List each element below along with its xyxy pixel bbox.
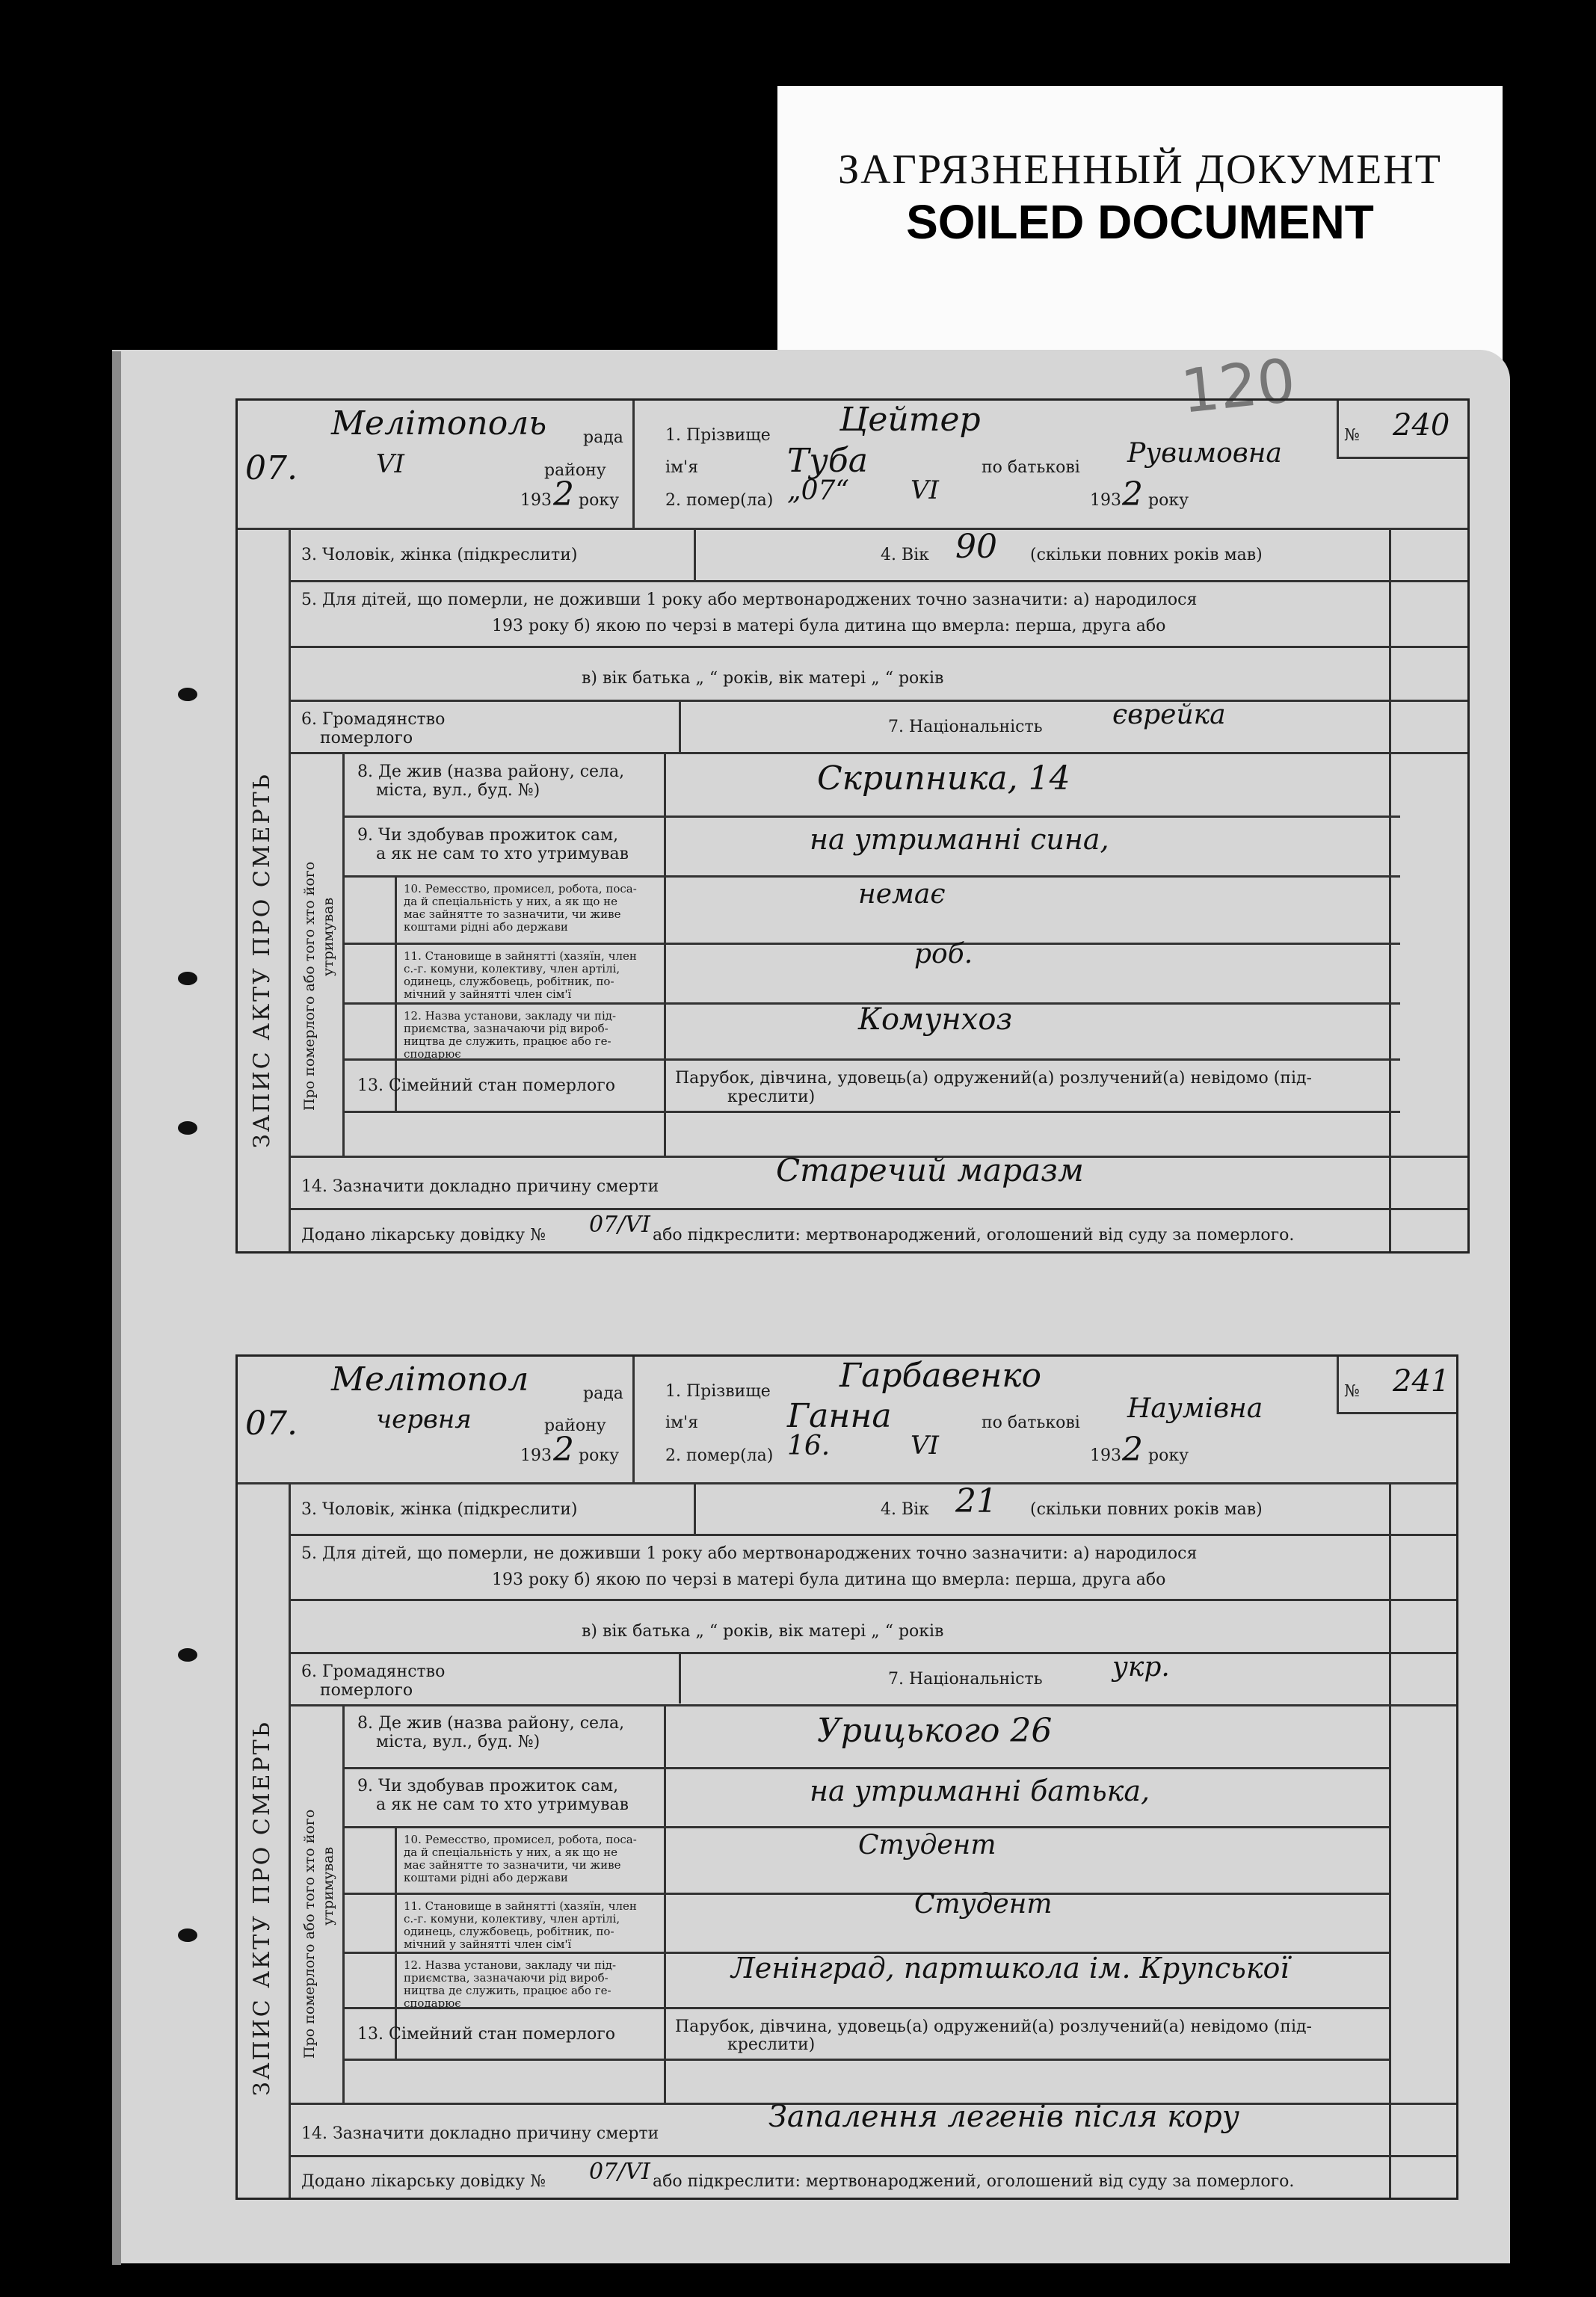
gender-label: 3. Чоловік, жінка (підкреслити) (301, 546, 578, 564)
rule-line (289, 2155, 1456, 2157)
status-label: 11. Становище в зайнятті (хазяїн, член (404, 949, 637, 963)
workplace-label: 12. Назва установи, закладу чи під- (404, 1958, 617, 1972)
rule-line (1337, 1412, 1456, 1414)
rule-line (1389, 1482, 1391, 2198)
certificate-label: Додано лікарську довідку № (301, 2172, 546, 2191)
rule-line (694, 528, 696, 580)
certificate-hint: або підкреслити: мертвонароджений, оголошений від суду за померлого. (653, 1226, 1295, 1245)
rule-line (289, 528, 291, 1251)
family-status-options-b: креслити) (727, 1088, 816, 1106)
support-label-b: а як не сам то хто утримував (376, 1795, 629, 1814)
record-vertical-title: ЗАПИС АКТУ ПРО СМЕРТЬ (249, 1720, 275, 2096)
gender-label: 3. Чоловік, жінка (підкреслити) (301, 1500, 578, 1519)
cause-value: Старечий маразм (776, 1152, 1084, 1188)
rada-label: рада (583, 1384, 623, 1403)
record-vertical-subtitle: Про померлого або того хто його (301, 861, 318, 1111)
roku-label: року (579, 1446, 620, 1465)
death-record-2 (235, 1354, 1458, 2200)
workplace-label: ництва де служить, працює або ге- (404, 1984, 611, 1997)
status-label: мічний у зайнятті член сім'ї (404, 1937, 572, 1951)
children-label-b: 193 року б) якою по черзі в матері була дитина що вмерла: перша, друга або (492, 1570, 1166, 1589)
label-english: SOILED DOCUMENT (906, 195, 1374, 249)
occupation-label: 10. Ремесство, промисел, робота, поса- (404, 1833, 637, 1846)
rule-line (342, 1767, 1389, 1769)
rule-line (1337, 1357, 1339, 1412)
residence-label: 8. Де жив (назва району, села, (357, 762, 625, 781)
rule-line (679, 1652, 681, 1704)
death-day-value: „07“ (787, 475, 849, 506)
rule-line (342, 943, 1400, 945)
death-roku-label: року (1148, 491, 1189, 510)
certificate-value: 07/VI (589, 1212, 650, 1238)
citizenship-label: 6. Громадянство (301, 1662, 446, 1681)
registration-day: 07. (245, 1405, 298, 1443)
rule-line (395, 1826, 397, 2059)
surname-value: Гарбавенко (839, 1357, 1042, 1395)
certificate-label: Додано лікарську довідку № (301, 1226, 546, 1245)
registration-month: червня (376, 1405, 472, 1434)
workplace-label: сподарює (404, 1997, 461, 2010)
rule-line (1389, 528, 1391, 1251)
name-value: Ганна (787, 1397, 892, 1435)
age-hint: (скільки повних років мав) (1030, 1500, 1263, 1519)
occupation-label: 10. Ремесство, промисел, робота, поса- (404, 882, 637, 895)
death-date-label: 2. помер(ла) (665, 491, 774, 510)
age-value: 21 (955, 1482, 997, 1520)
status-label: одинець, службовець, робітник, по- (404, 1925, 614, 1938)
occupation-value: немає (858, 879, 946, 910)
registration-year-digit: 2 (553, 475, 574, 514)
occupation-label: да й спеціальність у них, а як що не (404, 1846, 618, 1859)
death-date-label: 2. помер(ла) (665, 1446, 774, 1465)
citizenship-label: 6. Громадянство (301, 710, 446, 729)
patronymic-label: по батькові (982, 458, 1080, 477)
support-value: на утриманні сина, (810, 823, 1109, 856)
age-value: 90 (955, 528, 997, 566)
rule-line (238, 1482, 1456, 1484)
label-russian: ЗАГРЯЗНЕННЫЙ ДОКУМЕНТ (838, 147, 1442, 193)
page-number: 120 (1177, 345, 1299, 427)
status-value: роб. (914, 939, 973, 969)
support-label-b: а як не сам то хто утримував (376, 845, 629, 863)
cause-value: Запалення легенів після кору (768, 2100, 1239, 2134)
binder-hole (178, 688, 197, 701)
workplace-value: Комунхоз (858, 1002, 1013, 1037)
occupation-label: коштами рідні або держави (404, 920, 568, 934)
rule-line (632, 401, 635, 528)
certificate-hint: або підкреслити: мертвонароджений, оголошений від суду за померлого. (653, 2172, 1295, 2191)
patronymic-value: Наумівна (1127, 1393, 1263, 1424)
rada-value: Мелітополь (331, 404, 547, 443)
status-label: одинець, службовець, робітник, по- (404, 975, 614, 988)
citizenship-label-b: померлого (320, 729, 413, 747)
death-year-prefix: 193 (1090, 491, 1121, 510)
cause-label: 14. Зазначити докладно причину смерти (301, 2124, 659, 2143)
age-label: 4. Вік (881, 546, 929, 564)
support-value: на утриманні батька, (810, 1775, 1150, 1807)
rule-line (289, 1208, 1467, 1210)
record-number-label: № (1344, 1382, 1360, 1401)
family-status-options-b: креслити) (727, 2035, 816, 2054)
rule-line (342, 1826, 1389, 1828)
support-label: 9. Чи здобував прожиток сам, (357, 826, 619, 845)
rule-line (679, 700, 681, 752)
age-label: 4. Вік (881, 1500, 929, 1519)
death-record-1 (235, 398, 1470, 1254)
residence-value: Скрипника, 14 (817, 759, 1070, 798)
patronymic-value: Рувимовна (1127, 438, 1282, 469)
nationality-label: 7. Національність (888, 1670, 1043, 1689)
workplace-label: приємства, зазначаючи рід вироб- (404, 1971, 608, 1985)
support-label: 9. Чи здобував прожиток сам, (357, 1777, 619, 1795)
registration-year-digit: 2 (553, 1431, 574, 1469)
nationality-label: 7. Національність (888, 718, 1043, 736)
rada-value: Мелітопол (331, 1360, 529, 1399)
nationality-value: укр. (1112, 1652, 1170, 1683)
rule-line (289, 1704, 1456, 1706)
rule-line (395, 875, 397, 1111)
children-label-b: 193 року б) якою по черзі в матері була дитина що вмерла: перша, друга або (492, 617, 1166, 635)
record-vertical-subtitle-b: утримував (320, 1846, 336, 1926)
rule-line (289, 700, 1467, 702)
children-label-a: 5. Для дітей, що померли, не доживши 1 року або мертвонароджених точно зазначити: а) народилося (301, 591, 1198, 609)
rule-line (289, 752, 1467, 754)
name-label: ім'я (665, 1413, 699, 1432)
rule-line (342, 2007, 1389, 2009)
rule-line (342, 815, 1400, 818)
family-status-label: 13. Сімейний стан померлого (357, 1076, 616, 1095)
record-number-value: 240 (1393, 408, 1450, 443)
workplace-label: ництва де служить, працює або ге- (404, 1035, 611, 1048)
rule-line (664, 1704, 666, 2103)
age-hint: (скільки повних років мав) (1030, 546, 1263, 564)
rule-line (289, 1482, 291, 2198)
surname-value: Цейтер (839, 401, 981, 439)
residence-value: Урицького 26 (817, 1712, 1053, 1750)
roku-label: року (579, 491, 620, 510)
residence-label: 8. Де жив (назва району, села, (357, 1714, 625, 1733)
record-vertical-subtitle-b: утримував (320, 897, 336, 976)
occupation-label: має зайнятте то зазначити, чи живе (404, 1858, 621, 1872)
death-year-digit: 2 (1122, 475, 1143, 514)
rule-line (342, 2059, 1389, 2061)
occupation-value: Студент (858, 1830, 996, 1860)
death-year-digit: 2 (1122, 1431, 1143, 1469)
workplace-value: Ленінград, партшкола ім. Крупської (731, 1952, 1290, 1985)
page-spine (112, 351, 121, 2265)
certificate-value: 07/VI (589, 2159, 650, 2185)
rayonu-label: району (544, 461, 606, 480)
binder-hole (178, 1648, 197, 1662)
nationality-value: єврейка (1112, 700, 1226, 730)
surname-label: 1. Прізвище (665, 426, 771, 445)
death-month-value: VI (911, 1431, 939, 1461)
rule-line (632, 1357, 635, 1482)
children-label-c: в) вік батька „ “ років, вік матері „ “ років (582, 1622, 944, 1641)
rule-line (694, 1482, 696, 1534)
binder-hole (178, 1121, 197, 1135)
family-status-options-a: Парубок, дівчина, удовець(а) одружений(а) розлучений(а) невідомо (під- (675, 1069, 1312, 1088)
status-label: с.-г. комуни, колективу, член артілі, (404, 1912, 620, 1926)
workplace-label: 12. Назва установи, закладу чи під- (404, 1009, 617, 1023)
rule-line (342, 1893, 1389, 1895)
children-label-c: в) вік батька „ “ років, вік матері „ “ років (582, 669, 944, 688)
rule-line (342, 1058, 1400, 1061)
family-status-label: 13. Сімейний стан померлого (357, 2025, 616, 2044)
rule-line (238, 528, 1467, 530)
binder-hole (178, 972, 197, 985)
rule-line (342, 1826, 345, 2059)
rule-line (664, 752, 666, 1156)
rule-line (289, 646, 1467, 648)
name-label: ім'я (665, 458, 699, 477)
citizenship-label-b: померлого (320, 1681, 413, 1700)
rule-line (289, 1652, 1456, 1654)
registration-day: 07. (245, 449, 298, 487)
year-prefix: 193 (520, 1446, 552, 1465)
record-vertical-subtitle: Про померлого або того хто його (301, 1809, 318, 2059)
death-month-value: VI (911, 475, 939, 505)
workplace-label: сподарює (404, 1047, 461, 1061)
death-year-prefix: 193 (1090, 1446, 1121, 1465)
status-value: Студент (914, 1889, 1053, 1920)
rule-line (1337, 457, 1467, 459)
rule-line (289, 1534, 1456, 1536)
rule-line (342, 1111, 1400, 1113)
soiled-document-label (777, 86, 1503, 381)
residence-label-b: міста, вул., буд. №) (376, 1733, 540, 1751)
surname-label: 1. Прізвище (665, 1382, 771, 1401)
rule-line (342, 875, 345, 1111)
binder-hole (178, 1928, 197, 1942)
residence-label-b: міста, вул., буд. №) (376, 781, 540, 800)
rada-label: рада (583, 428, 623, 447)
name-value: Туба (787, 442, 868, 480)
status-label: 11. Становище в зайнятті (хазяїн, член (404, 1899, 637, 1913)
record-vertical-title: ЗАПИС АКТУ ПРО СМЕРТЬ (249, 772, 275, 1148)
patronymic-label: по батькові (982, 1413, 1080, 1432)
rayonu-label: району (544, 1416, 606, 1435)
cause-label: 14. Зазначити докладно причину смерти (301, 1177, 659, 1196)
status-label: мічний у зайнятті член сім'ї (404, 987, 572, 1001)
death-day-value: 16. (787, 1431, 831, 1461)
occupation-label: да й спеціальність у них, а як що не (404, 895, 618, 908)
rule-line (289, 1599, 1456, 1601)
year-prefix: 193 (520, 491, 552, 510)
rule-line (1337, 401, 1339, 457)
status-label: с.-г. комуни, колективу, член артілі, (404, 962, 620, 975)
occupation-label: коштами рідні або держави (404, 1871, 568, 1884)
rule-line (289, 580, 1467, 582)
record-number-value: 241 (1393, 1364, 1450, 1399)
record-number-label: № (1344, 426, 1360, 445)
family-status-options-a: Парубок, дівчина, удовець(а) одружений(а) розлучений(а) невідомо (під- (675, 2017, 1312, 2036)
occupation-label: має зайнятте то зазначити, чи живе (404, 907, 621, 921)
death-roku-label: року (1148, 1446, 1189, 1465)
children-label-a: 5. Для дітей, що померли, не доживши 1 року або мертвонароджених точно зазначити: а) народилося (301, 1544, 1198, 1563)
workplace-label: приємства, зазначаючи рід вироб- (404, 1022, 608, 1035)
registration-month: VI (376, 449, 404, 479)
rule-line (342, 875, 1400, 878)
